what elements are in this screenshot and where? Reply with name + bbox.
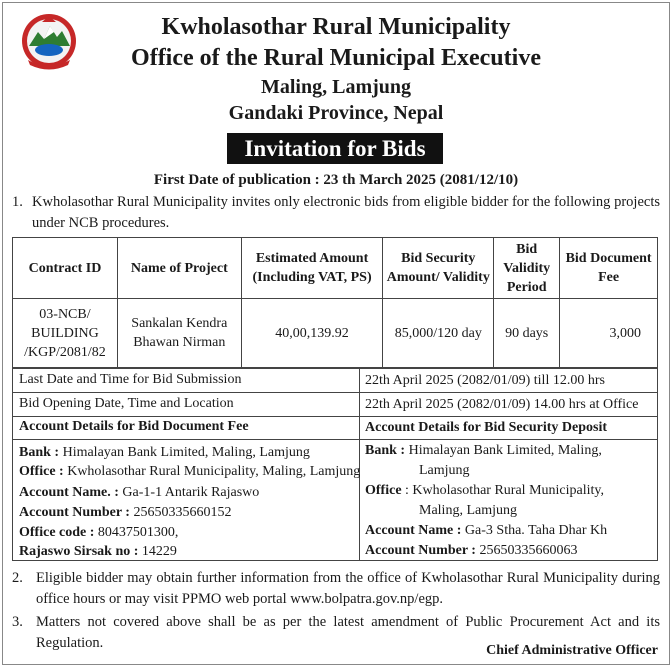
right-bank: Bank : Himalayan Bank Limited, Maling, bbox=[365, 443, 602, 458]
left-office-code: Office code : 80437501300, bbox=[19, 525, 179, 540]
right-office: Office : Kwholasothar Rural Municipality, bbox=[365, 483, 604, 498]
office-location: Maling, Lamjung bbox=[260, 76, 412, 98]
notice-title: Invitation for Bids bbox=[227, 133, 443, 164]
col-project-name: Name of Project bbox=[117, 238, 241, 299]
municipality-name: Kwholasothar Rural Municipality bbox=[161, 14, 511, 40]
clause-text: Kwholasothar Rural Municipality invites only electronic bids from eligible bidder for the following projects under NCB procedures. bbox=[32, 194, 660, 231]
clause-number: 2. bbox=[12, 570, 23, 586]
cell-contract-id: 03-NCB/ BUILDING /KGP/2081/82 bbox=[13, 299, 118, 368]
project-table bbox=[12, 237, 658, 368]
office-name: Office of the Rural Municipal Executive bbox=[131, 45, 541, 71]
publication-date: First Date of publication : 23 th March 2025 (2081/12/10) bbox=[153, 172, 519, 188]
left-account-number: Account Number : 25650335660152 bbox=[19, 505, 232, 520]
clause-number: 3. bbox=[12, 614, 23, 630]
security-account-heading: Account Details for Bid Security Deposit bbox=[365, 420, 607, 435]
right-account-number: Account Number : 25650335660063 bbox=[365, 543, 578, 558]
clause-1 bbox=[12, 192, 660, 234]
signatory-title: Chief Administrative Officer bbox=[486, 643, 658, 658]
right-bank-cont: Lamjung bbox=[419, 463, 470, 478]
cell-estimated-amount: 40,00,139.92 bbox=[241, 299, 383, 368]
right-office-cont: Maling, Lamjung bbox=[419, 503, 517, 518]
col-document-fee: Bid Document Fee bbox=[560, 238, 658, 299]
col-estimated-amount: Estimated Amount (Including VAT, PS) bbox=[241, 238, 383, 299]
doc-fee-account-heading: Account Details for Bid Document Fee bbox=[19, 419, 249, 434]
cell-project-name: Sankalan Kendra Bhawan Nirman bbox=[117, 299, 241, 368]
cell-bid-security: 85,000/120 day bbox=[383, 299, 494, 368]
col-bid-validity: Bid Validity Period bbox=[494, 238, 560, 299]
left-rajaswo-sirsak: Rajaswo Sirsak no : 14229 bbox=[19, 544, 177, 559]
table-header-row bbox=[13, 238, 658, 299]
cell-document-fee: 3,000 bbox=[560, 299, 658, 368]
col-bid-security: Bid Security Amount/ Validity bbox=[383, 238, 494, 299]
right-account-name: Account Name : Ga-3 Stha. Taha Dhar Kh bbox=[365, 523, 608, 538]
left-bank: Bank : Himalayan Bank Limited, Maling, Lamjung bbox=[19, 445, 310, 460]
row-divider bbox=[13, 392, 657, 393]
clause-text: Matters not covered above shall be as per the latest amendment of Public Procurement Act and its Regulation. bbox=[36, 614, 660, 651]
left-account-name: Account Name. : Ga-1-1 Antarik Rajaswo bbox=[19, 485, 260, 500]
row-divider bbox=[13, 439, 657, 440]
last-date-label: Last Date and Time for Bid Submission bbox=[19, 372, 242, 387]
last-date-value: 22th April 2025 (2082/01/09) till 12.00 hrs bbox=[365, 373, 605, 388]
left-office: Office : Kwholasothar Rural Municipality, Maling, Lamjung bbox=[19, 464, 361, 479]
bid-details-box bbox=[12, 368, 658, 561]
clause-2 bbox=[12, 568, 660, 610]
opening-value: 22th April 2025 (2082/01/09) 14.00 hrs at Office bbox=[365, 397, 639, 412]
clause-text: Eligible bidder may obtain further information from the office of Kwholasothar Rural Municipality during office hours or may visit PPMO web portal www.bolpatra.gov.np/egp. bbox=[36, 570, 660, 607]
opening-label: Bid Opening Date, Time and Location bbox=[19, 396, 234, 411]
table-row bbox=[13, 299, 658, 368]
office-header bbox=[60, 12, 612, 126]
clause-number: 1. bbox=[12, 194, 23, 210]
col-contract-id: Contract ID bbox=[13, 238, 118, 299]
cell-bid-validity: 90 days bbox=[494, 299, 560, 368]
province-country: Gandaki Province, Nepal bbox=[228, 102, 444, 124]
